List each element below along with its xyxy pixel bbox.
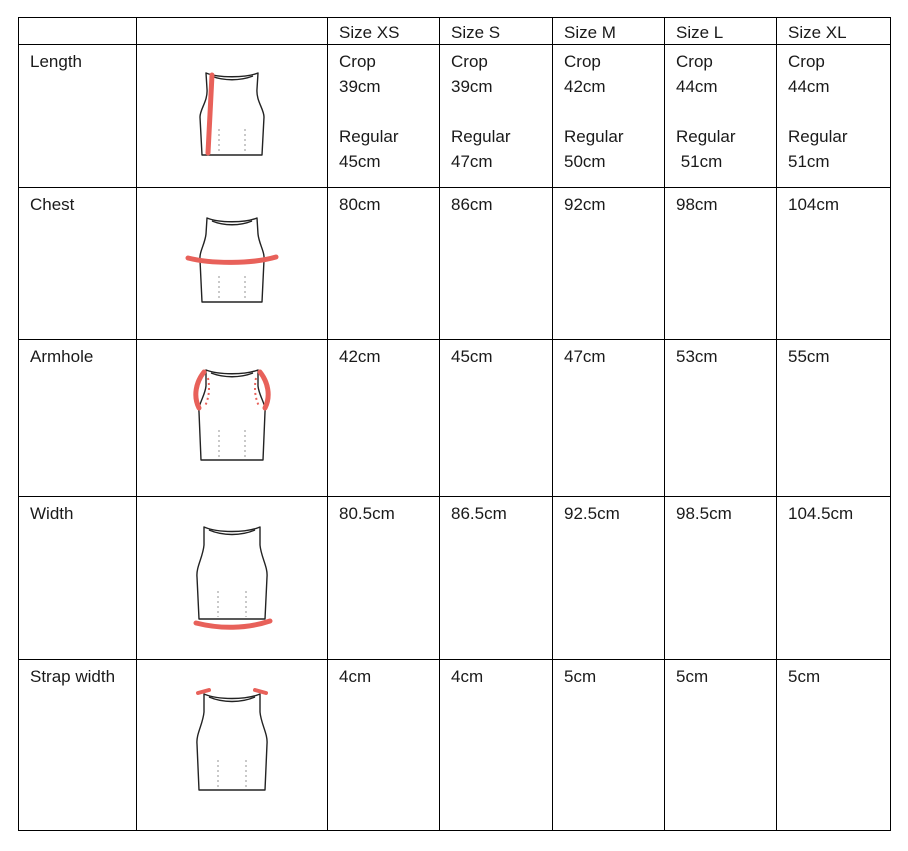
value-cell	[328, 340, 440, 497]
value-cell	[553, 497, 665, 660]
table-row	[19, 497, 891, 660]
header-size-s	[440, 18, 553, 45]
value: 80cm	[339, 195, 381, 214]
value: 45cm	[451, 347, 493, 366]
value: 98cm	[676, 195, 718, 214]
value-label-crop: Crop	[564, 52, 601, 71]
row-label-cell	[19, 45, 137, 188]
value-cell	[665, 660, 777, 831]
value-cell	[440, 188, 553, 340]
value-cell	[553, 340, 665, 497]
value-label-regular: Regular	[451, 127, 511, 146]
row-image-cell	[137, 497, 328, 660]
table-row	[19, 45, 891, 188]
value: 5cm	[676, 667, 709, 686]
value-cell	[440, 497, 553, 660]
value-crop-length: 39cm	[451, 77, 493, 96]
value-label-regular: Regular	[339, 127, 399, 146]
table-row	[19, 188, 891, 340]
value: 53cm	[676, 347, 718, 366]
row-label: Length	[30, 52, 82, 71]
value-crop-length: 39cm	[339, 77, 381, 96]
value: 104.5cm	[788, 504, 854, 523]
value: 104cm	[788, 195, 840, 214]
value-cell	[440, 45, 553, 188]
size-chart-table	[18, 17, 891, 831]
value-cell	[777, 45, 891, 188]
tank-top-length-illustration	[192, 69, 272, 159]
value-regular-length: 45cm	[339, 152, 381, 171]
row-label: Armhole	[30, 347, 94, 366]
tank-top-chest-illustration	[182, 214, 282, 308]
value: 5cm	[788, 667, 821, 686]
value-cell	[328, 188, 440, 340]
value-cell	[665, 188, 777, 340]
value: 47cm	[564, 347, 606, 366]
value-regular-length: 51cm	[788, 152, 830, 171]
value-crop-length: 42cm	[564, 77, 606, 96]
value-cell	[328, 45, 440, 188]
value-cell	[665, 340, 777, 497]
header-empty-cell	[19, 18, 137, 45]
value-cell	[777, 660, 891, 831]
size-label: Size S	[451, 23, 501, 42]
header-row	[19, 18, 891, 45]
value: 42cm	[339, 347, 381, 366]
table-row	[19, 340, 891, 497]
row-image-cell	[137, 45, 328, 188]
row-label-cell	[19, 188, 137, 340]
row-label: Strap width	[30, 667, 116, 686]
value: 4cm	[451, 667, 484, 686]
value-label-regular: Regular	[676, 127, 736, 146]
value: 86cm	[451, 195, 493, 214]
header-size-l	[665, 18, 777, 45]
size-label: Size M	[564, 23, 616, 42]
value-cell	[777, 497, 891, 660]
tank-top-strap-illustration	[182, 686, 282, 796]
header-size-m	[553, 18, 665, 45]
value-cell	[665, 497, 777, 660]
value-label-crop: Crop	[676, 52, 713, 71]
value: 80.5cm	[339, 504, 395, 523]
value: 4cm	[339, 667, 372, 686]
tank-top-armhole-illustration	[182, 364, 282, 464]
value-label-crop: Crop	[451, 52, 488, 71]
value: 92.5cm	[564, 504, 620, 523]
value: 98.5cm	[676, 504, 732, 523]
header-size-xs	[328, 18, 440, 45]
row-label-cell	[19, 340, 137, 497]
value: 5cm	[564, 667, 597, 686]
table-row	[19, 660, 891, 831]
value-cell	[777, 188, 891, 340]
value-regular-length: 47cm	[451, 152, 493, 171]
size-label: Size XS	[339, 23, 400, 42]
value-crop-length: 44cm	[788, 77, 830, 96]
row-image-cell	[137, 340, 328, 497]
value-label-regular: Regular	[788, 127, 848, 146]
row-label-cell	[19, 497, 137, 660]
value: 55cm	[788, 347, 830, 366]
header-size-xl	[777, 18, 891, 45]
value-cell	[440, 660, 553, 831]
value-cell	[553, 188, 665, 340]
value-regular-length: 51cm	[676, 152, 723, 171]
size-label: Size L	[676, 23, 724, 42]
value-cell	[328, 497, 440, 660]
size-label: Size XL	[788, 23, 847, 42]
header-image-cell	[137, 18, 328, 45]
value-regular-length: 50cm	[564, 152, 606, 171]
value-cell	[777, 340, 891, 497]
row-label: Width	[30, 504, 74, 523]
value-cell	[665, 45, 777, 188]
tank-top-width-illustration	[182, 521, 282, 631]
value-cell	[553, 660, 665, 831]
row-label-cell	[19, 660, 137, 831]
value: 86.5cm	[451, 504, 507, 523]
value-label-regular: Regular	[564, 127, 624, 146]
value-cell	[553, 45, 665, 188]
row-image-cell	[137, 660, 328, 831]
row-label: Chest	[30, 195, 75, 214]
value-label-crop: Crop	[788, 52, 825, 71]
value-crop-length: 44cm	[676, 77, 718, 96]
value-cell	[440, 340, 553, 497]
value-label-crop: Crop	[339, 52, 376, 71]
value-cell	[328, 660, 440, 831]
value: 92cm	[564, 195, 606, 214]
row-image-cell	[137, 188, 328, 340]
